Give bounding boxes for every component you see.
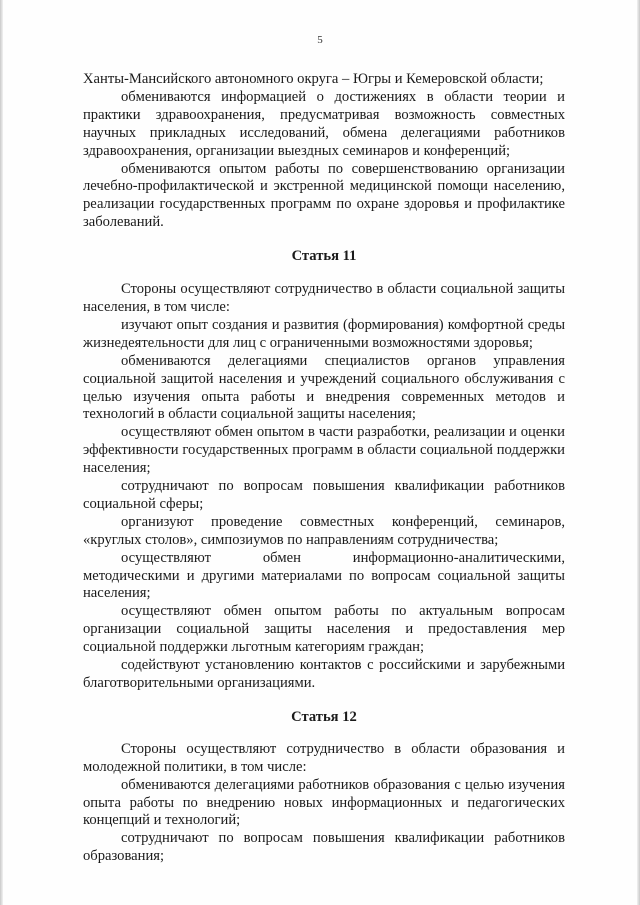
paragraph: изучают опыт создания и развития (формирования) комфортной среды жизнедеятельности для лиц с ограниченными возможностями здоровья;	[83, 316, 565, 351]
paragraph: обмениваются делегациями специалистов органов управления социальной защитой населения и учреждений социального обслуживания с целью изучения опыта работы и внедрения современных методов и технологий в области социальной защиты населения;	[83, 352, 565, 423]
paragraph: обмениваются опытом работы по совершенствованию организации лечебно-профилактической и экстренной медицинской помощи населению, реализации государственных программ по охране здоровья и профилактике заболеваний.	[83, 160, 565, 231]
paragraph: организуют проведение совместных конференций, семинаров, «круглых столов», симпозиумов по направлениям сотрудничества;	[83, 513, 565, 548]
paragraph: обмениваются информацией о достижениях в области теории и практики здравоохранения, предусматривая возможность совместных научных прикладных исследований, обмена делегациями работников здравоохранения, организации выездных семинаров и конференций;	[83, 88, 565, 159]
article-heading: Статья 11	[291, 248, 357, 265]
paragraph: Стороны осуществляют сотрудничество в области образования и молодежной политики, в том числе:	[83, 740, 565, 775]
article-heading: Статья 12	[291, 708, 357, 725]
paragraph: сотрудничают по вопросам повышения квалификации работников образования;	[83, 830, 565, 865]
paragraph: осуществляют обмен опытом работы по актуальным вопросам организации социальной защиты населения и предоставления мер социальной поддержки льготным категориям граждан;	[83, 603, 565, 656]
page-edge-left	[0, 0, 3, 905]
paragraph: сотрудничают по вопросам повышения квалификации работников социальной сферы;	[83, 478, 565, 512]
paragraph: осуществляют обмен опытом в части разработки, реализации и оценки эффективности государственных программ в области социальной поддержки населения;	[83, 424, 565, 477]
document-body	[83, 71, 565, 866]
paragraph: Стороны осуществляют сотрудничество в области социальной защиты населения, в том числе:	[83, 281, 565, 315]
paragraph: осуществляют обмен информационно-аналитическими, методическими и другими материалами по вопросам социальной защиты населения;	[83, 549, 565, 602]
page-number: 5	[317, 34, 323, 46]
paragraph: содействуют установлению контактов с российскими и зарубежными благотворительными организациями.	[83, 657, 565, 691]
paragraph: обмениваются делегациями работников образования с целью изучения опыта работы по внедрению новых информационных и педагогических концепций и технологий;	[83, 776, 565, 829]
paragraph: Ханты-Мансийского автономного округа – Югры и Кемеровской области;	[83, 71, 544, 87]
